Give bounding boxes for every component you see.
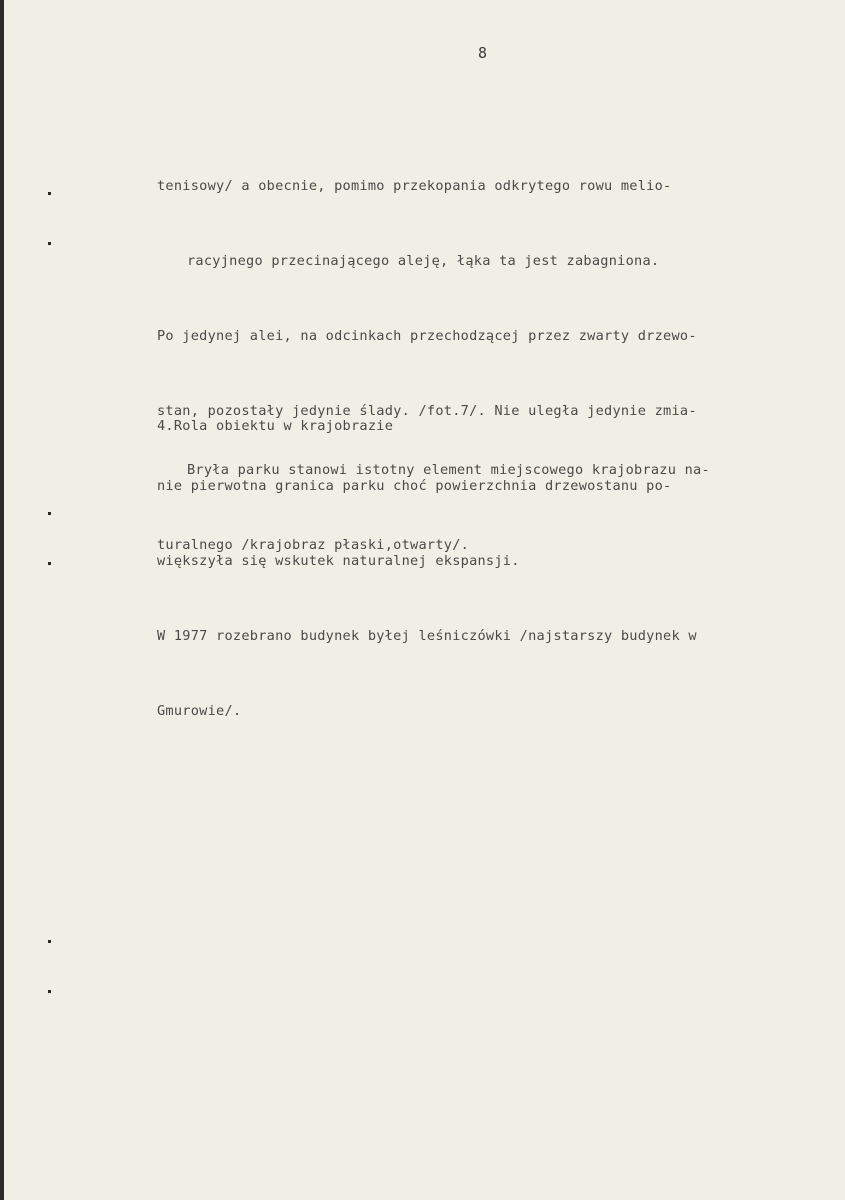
text-line: tenisowy/ a obecnie, pomimo przekopania odkrytego rowu melio- — [157, 178, 672, 194]
section-4-paragraph — [157, 408, 817, 583]
text-line: turalnego /krajobraz płaski,otwarty/. — [157, 537, 470, 553]
text-line: Bryła parku stanowi istotny element miejscowego krajobrazu na- — [187, 462, 710, 478]
margin-dot — [48, 562, 51, 565]
text-line: większyła się wskutek naturalnej ekspansji. — [157, 553, 520, 569]
margin-dot — [48, 990, 51, 993]
text-line: nie pierwotna granica parku choć powierzchnia drzewostanu po- — [157, 478, 672, 494]
text-line: W 1977 rozebrano budynek byłej leśniczówki /najstarszy budynek w — [157, 628, 697, 644]
margin-dot — [48, 192, 51, 195]
text-line: Gmurowie/. — [157, 703, 242, 719]
text-line: racyjnego przecinającego aleję, łąka ta jest zabagniona. — [187, 253, 660, 269]
scan-edge — [0, 0, 4, 1200]
page-number: 8 — [478, 44, 488, 62]
margin-dot — [48, 940, 51, 943]
text-line: Po jedynej alei, na odcinkach przechodzącej przez zwarty drzewo- — [157, 328, 697, 344]
margin-dot — [48, 512, 51, 515]
margin-dot — [48, 242, 51, 245]
section-4-heading: 4.Rola obiektu w krajobrazie — [157, 418, 394, 434]
text-line: stan, pozostały jedynie ślady. /fot.7/. Nie uległa jedynie zmia- — [157, 403, 697, 419]
